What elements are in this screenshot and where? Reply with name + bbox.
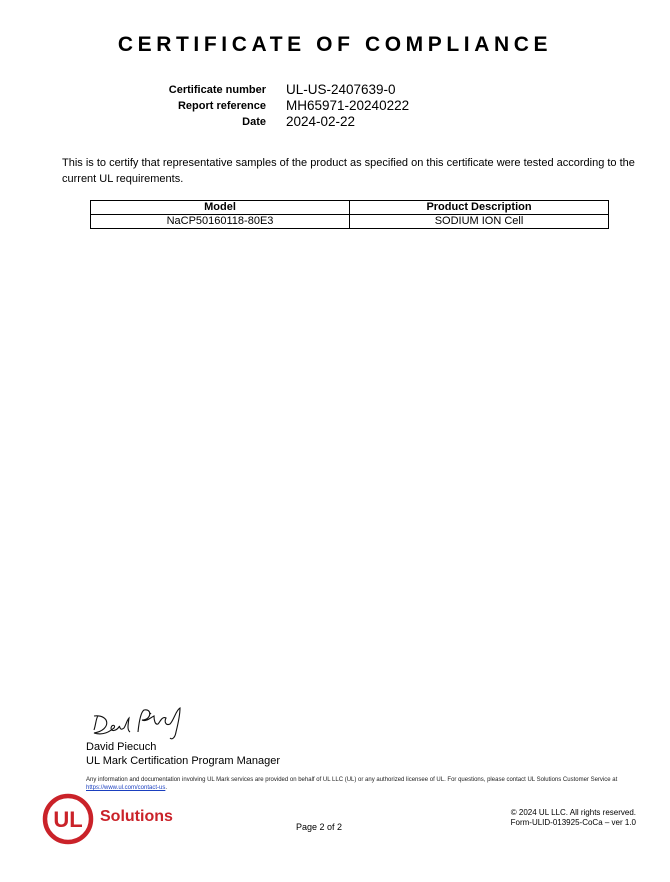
signatory-title: UL Mark Certification Program Manager — [86, 755, 280, 767]
page-number: Page 2 of 2 — [296, 822, 343, 832]
certificate-title: CERTIFICATE OF COMPLIANCE — [117, 33, 553, 56]
product-description-cell: SODIUM ION Cell — [350, 215, 609, 229]
footer-legal — [511, 808, 636, 828]
form-id: Form-ULID-013925-CoCa – ver 1.0 — [510, 818, 636, 827]
report-reference-label: Report reference — [177, 100, 266, 112]
ul-logo-mark: UL — [53, 807, 83, 832]
date-label: Date — [242, 116, 266, 128]
copyright-notice: © 2024 UL LLC. All rights reserved. — [510, 808, 636, 817]
certificate-number-value: UL-US-2407639-0 — [286, 82, 396, 97]
disclaimer-text: Any information and documentation involving UL Mark services are provided on behalf of UL LLC (UL) or any authorized licensee of UL. For questions, please contact UL Solutions Customer Service at — [86, 777, 618, 783]
date-value: 2024-02-22 — [286, 114, 356, 129]
table-header-row — [91, 201, 609, 215]
column-header-product-description: Product Description — [350, 201, 609, 215]
report-reference-value: MH65971-20240222 — [286, 98, 410, 113]
column-header-model: Model — [91, 201, 350, 215]
handwritten-signature — [86, 700, 196, 746]
table-row — [91, 215, 609, 229]
brand-name: Solutions — [100, 808, 173, 825]
ul-logo-icon — [42, 793, 94, 845]
signatory-name: David Piecuch — [86, 741, 157, 753]
certificate-number-label: Certificate number — [168, 84, 266, 96]
disclaimer: Any information and documentation involving UL Mark services are provided on behalf of UL LLC (UL) or any authorized licensee of UL. For questions, please contact UL Solutions Customer Service at https://www.ul.com/contact-us. — [86, 777, 618, 791]
model-cell: NaCP50160118-80E3 — [91, 215, 350, 229]
contact-us-link[interactable]: https://www.ul.com/contact-us — [86, 785, 166, 791]
certification-statement: This is to certify that representative samples of the product as specified on this certificate were tested according to the current UL requirements. — [62, 157, 635, 185]
model-table — [90, 200, 609, 229]
date-row — [0, 114, 670, 132]
